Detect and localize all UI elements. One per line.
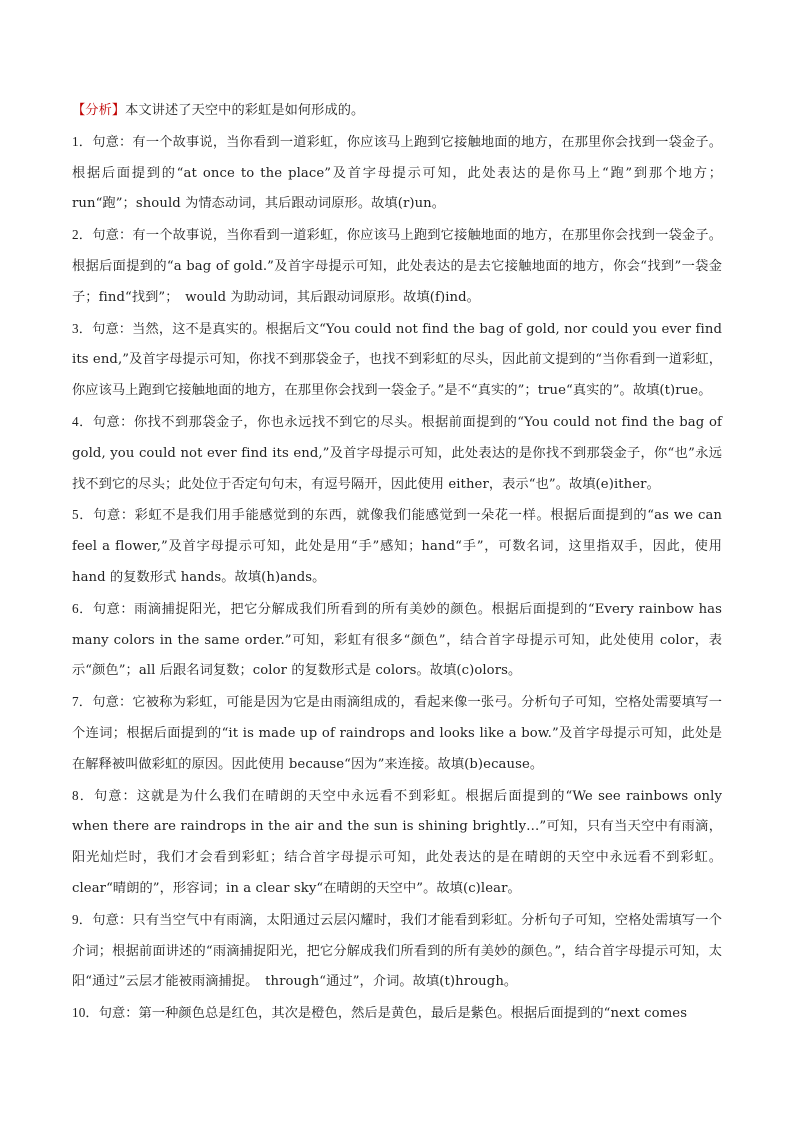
item-text: 句意：雨滴捕捉阳光，把它分解成我们所看到的所有美妙的颜色。根据后面提到的“Every rainbow has many colors in the same order.”可知，彩虹有很多“颜色”，结合首字母提示可知，此处使用 color，表示“颜色”；all 后跟名词复数；color 的复数形式是 colors。故填(c)olors。 bbox=[72, 601, 722, 679]
item-number: 3． bbox=[72, 320, 93, 336]
item-text: 句意：有一个故事说，当你看到一道彩虹，你应该马上跑到它接触地面的地方，在那里你会找到一袋金子。根据后面提到的“a bag of gold.”及首字母提示可知，此处表达的是去它接触地面的地方，你会“找到”一袋金子；find“找到”； would 为助动词，其后跟动词原形。故填(f)ind。 bbox=[72, 228, 722, 305]
answer-item-3 bbox=[72, 314, 722, 407]
item-number: 10． bbox=[72, 1005, 99, 1021]
item-number: 5． bbox=[72, 507, 94, 523]
analysis-paragraph bbox=[72, 96, 722, 127]
answer-item-6 bbox=[72, 594, 722, 687]
answer-item-9 bbox=[72, 905, 722, 998]
item-number: 2． bbox=[72, 227, 93, 243]
item-text: 句意：彩虹不是我们用手能感觉到的东西，就像我们能感觉到一朵花一样。根据后面提到的“as we can feel a flower,”及首字母提示可知，此处是用“手”感知；hand“手”，可数名词，这里指双手，因此，使用 hand 的复数形式 hands。故填(h)ands。 bbox=[72, 508, 722, 585]
answer-item-5 bbox=[72, 500, 722, 593]
answer-item-2 bbox=[72, 220, 722, 313]
item-text: 句意：这就是为什么我们在晴朗的天空中永远看不到彩虹。根据后面提到的“We see rainbows only when there are raindrops in the air and the sun is shining brightly…”可知，只有当天空中有雨滴，阳光灿烂时，我们才会看到彩虹；结合首字母提示可知，此处表达的是在晴朗的天空中永远看不到彩虹。clear“晴朗的”，形容词；in a clear sky“在晴朗的天空中”。故填(c)lear。 bbox=[72, 788, 722, 896]
item-text: 句意：有一个故事说，当你看到一道彩虹，你应该马上跑到它接触地面的地方，在那里你会找到一袋金子。根据后面提到的“at once to the place”及首字母提示可知，此处表达的是你马上“跑”到那个地方；run“跑”；should 为情态动词，其后跟动词原形。故填(r)un。 bbox=[72, 134, 722, 212]
item-text: 句意：只有当空气中有雨滴，太阳通过云层闪耀时，我们才能看到彩虹。分析句子可知，空格处需填写一个介词；根据前面讲述的“雨滴捕捉阳光，把它分解成我们所看到的所有美妙的颜色。”，结合首字母提示可知，太阳“通过”云层才能被雨滴捕捉。 through“通过”，介词。故填(t)hrough。 bbox=[72, 912, 722, 990]
answer-item-4 bbox=[72, 407, 722, 500]
analysis-tag: 【分析】 bbox=[72, 103, 126, 118]
item-number: 4． bbox=[72, 413, 93, 429]
answer-item-10 bbox=[72, 998, 722, 1030]
item-text: 句意：当然，这不是真实的。根据后文“You could not find the bag of gold, nor could you ever find its end,”及首字母提示可知，你找不到那袋金子，也找不到彩虹的尽头，因此前文提到的“当你看到一道彩虹，你应该马上跑到它接触地面的地方，在那里你会找到一袋金子。”是不“真实的”；true“真实的”。故填(t)rue。 bbox=[72, 321, 722, 399]
item-number: 1． bbox=[72, 133, 93, 149]
answer-item-1 bbox=[72, 127, 722, 220]
answer-item-8 bbox=[72, 781, 722, 905]
item-number: 6． bbox=[72, 600, 93, 616]
item-number: 7． bbox=[72, 694, 93, 710]
answer-item-7 bbox=[72, 687, 722, 780]
analysis-text: 本文讲述了天空中的彩虹是如何形成的。 bbox=[125, 103, 365, 118]
item-text: 句意：第一种颜色总是红色，其次是橙色，然后是黄色，最后是紫色。根据后面提到的“next comes bbox=[98, 1006, 688, 1022]
item-text: 句意：它被称为彩虹，可能是因为它是由雨滴组成的，看起来像一张弓。分析句子可知，空格处需要填写一个连词；根据后面提到的“it is made up of raindrops and looks like a bow.”及首字母提示可知，此处是在解释被叫做彩虹的原因。因此使用 because“因为”来连接。故填(b)ecause。 bbox=[72, 695, 722, 772]
document-page bbox=[72, 96, 722, 1030]
item-text: 句意：你找不到那袋金子，你也永远找不到它的尽头。根据前面提到的“You could not find the bag of gold, you could not ever find its end,”及首字母提示可知，此处表达的是你找不到那袋金子，你“也”永远找不到它的尽头；此处位于否定句句末，有逗号隔开，因此使用 either，表示“也”。故填(e)ither。 bbox=[72, 414, 722, 492]
item-number: 9． bbox=[72, 911, 93, 927]
item-number: 8． bbox=[72, 787, 94, 803]
